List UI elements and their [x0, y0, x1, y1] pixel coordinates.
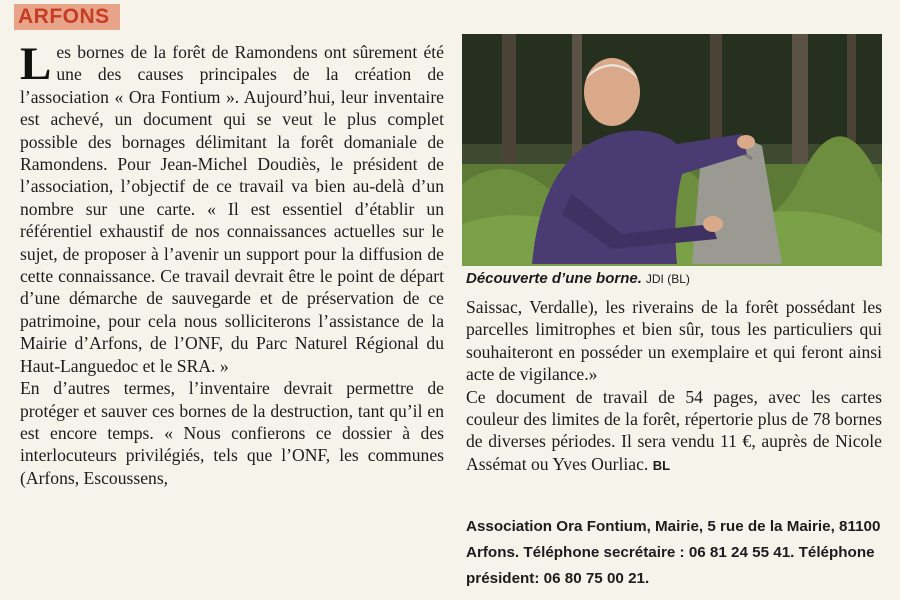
contact-info: Association Ora Fontium, Mairie, 5 rue de la Mairie, 81100 Arfons. Téléphone secrétaire : 06 81 24 55 41. Téléphone président: 06 80 75 00 21.: [466, 518, 881, 587]
author-signature: BL: [652, 457, 671, 473]
article-right-column: [466, 296, 882, 477]
paragraph-second: En d’autres termes, l’inventaire devrait permettre de protéger et sauver ces bornes de la destruction, tant qu’il en est encore temps. « Nous confierons ce dossier à des interlocuteurs privilégiés, tels que l’ONF, les communes (Arfons, Escoussens,: [20, 378, 444, 488]
photo-illustration: [462, 34, 882, 266]
paragraph-intro: [20, 38, 444, 377]
section-kicker: ARFONS: [14, 4, 120, 30]
caption-text: Découverte d’une borne.: [466, 270, 642, 287]
article-left-column: [20, 38, 444, 489]
paragraph-fourth-text: Ce document de travail de 54 pages, avec les cartes couleur des limites de la forêt, répertorie plus de 78 bornes de diverses périodes. Il sera vendu 11 €, auprès de Nicole Assémat ou Yves Ourliac.: [466, 386, 882, 474]
paragraph-third: Saissac, Verdalle), les riverains de la forêt possédant les parcelles limitrophes et bien sûr, tous les particuliers qui souhaiteront en posséder un exemplaire et qui feront ainsi acte de vigilance.»: [466, 297, 882, 385]
drop-cap: L: [20, 38, 52, 90]
photo-caption: [466, 268, 882, 290]
paragraph-intro-text: es bornes de la forêt de Ramondens ont sûrement été une des causes principales de la création de l’association « Ora Fontium ». Aujourd’hui, leur inventaire est achevé, un document qui se veut le plus complet possible des bornages délimitant la forêt domaniale de Ramondens. Pour Jean-Michel Doudiès, le président de l’association, l’objectif de ce travail va bien au-delà d’un nombre sur une carte. « Il est essentiel d’établir un référentiel exhaustif de nos connaissances actuelles sur le sujet, de proposer à l’avenir un support pour la diffusion de cette connaissance. Ce travail devrait être le point de départ d’une démarche de sauvegarde et de préservation de ce patrimoine, pour cela nous solliciterons l’assistance de la Mairie d’Arfons, de l’ONF, du Parc Naturel Régional du Haut-Languedoc et le SRA. »: [20, 42, 444, 376]
article-photo: [462, 34, 882, 266]
photo-credit: JDI (BL): [645, 272, 690, 286]
paragraph-fourth: [466, 386, 882, 478]
